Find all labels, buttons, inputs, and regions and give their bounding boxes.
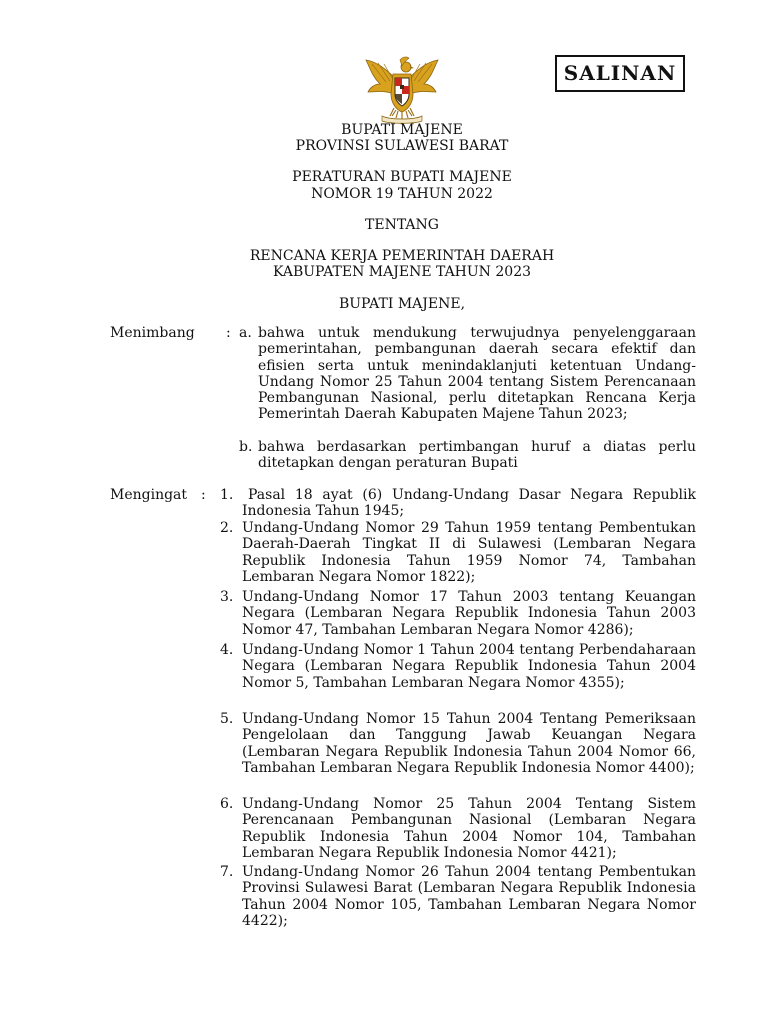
province-title: PROVINSI SULAWESI BARAT xyxy=(295,138,509,154)
subject-line-1: RENCANA KERJA PEMERINTAH DAERAH xyxy=(249,248,555,264)
mengingat-item-marker: 2. xyxy=(220,520,234,536)
mengingat-colon: : xyxy=(201,487,206,503)
mengingat-item-text: Undang-Undang Nomor 25 Tahun 2004 Tentang Sistem Perencanaan Pembangunan Nasional (Lembaran Negara Republik Indonesia Tahun 2004 Nomor 104, Tambahan Lembaran Negara Republik Indonesia Nomor 4421); xyxy=(242,796,696,861)
menimbang-colon: : xyxy=(226,325,231,341)
mengingat-item-text: Pasal 18 ayat (6) Undang-Undang Dasar Negara Republik Indonesia Tahun 1945; xyxy=(242,487,696,520)
mengingat-item-text: Undang-Undang Nomor 29 Tahun 1959 tentang Pembentukan Daerah-Daerah Tingkat II di Sulawesi (Lembaran Negara Republik Indonesia Tahun 1959 Nomor 74, Tambahan Lembaran Negara Nomor 1822); xyxy=(242,520,696,585)
mengingat-item-marker: 4. xyxy=(220,642,234,658)
mengingat-item-text: Undang-Undang Nomor 15 Tahun 2004 Tentang Pemeriksaan Pengelolaan dan Tanggung Jawab Keuangan Negara (Lembaran Negara Republik Indonesia Tahun 2004 Nomor 66, Tambahan Lembaran Negara Republik Indonesia Nomor 4400); xyxy=(242,711,696,776)
mengingat-item-marker: 5. xyxy=(220,711,234,727)
issuer-title: BUPATI MAJENE xyxy=(341,122,463,138)
menimbang-item-marker: a. xyxy=(239,325,252,341)
menimbang-item-marker: b. xyxy=(239,439,253,455)
garuda-pancasila-emblem-icon xyxy=(360,54,444,124)
mengingat-item-marker: 3. xyxy=(220,589,234,605)
about-label: TENTANG xyxy=(365,217,439,233)
menimbang-item-text: bahwa berdasarkan pertimbangan huruf a diatas perlu ditetapkan dengan peraturan Bupati xyxy=(258,439,696,472)
issuer-signature-line: BUPATI MAJENE, xyxy=(338,296,466,312)
regulation-title: PERATURAN BUPATI MAJENE xyxy=(292,169,512,185)
mengingat-item-text: Undang-Undang Nomor 1 Tahun 2004 tentang Perbendaharaan Negara (Lembaran Negara Republik Indonesia Tahun 2004 Nomor 5, Tambahan Lembaran Negara Nomor 4355); xyxy=(242,642,696,691)
regulation-number: NOMOR 19 TAHUN 2022 xyxy=(311,186,493,202)
subject-line-2: KABUPATEN MAJENE TAHUN 2023 xyxy=(272,264,532,280)
mengingat-item-marker: 6. xyxy=(220,796,234,812)
mengingat-item-marker: 7. xyxy=(220,864,234,880)
menimbang-item-text: bahwa untuk mendukung terwujudnya penyelenggaraan pemerintahan, pembangunan daerah secara efektif dan efisien serta untuk menindaklanjuti ketentuan Undang-Undang Nomor 25 Tahun 2004 tentang Sistem Perencanaan Pembangunan Nasional, perlu ditetapkan Rencana Kerja Pemerintah Daerah Kabupaten Majene Tahun 2023; xyxy=(258,325,696,423)
mengingat-label: Mengingat xyxy=(110,487,188,503)
menimbang-label: Menimbang xyxy=(110,325,195,341)
mengingat-item-text: Undang-Undang Nomor 26 Tahun 2004 tentang Pembentukan Provinsi Sulawesi Barat (Lembaran Negara Republik Indonesia Tahun 2004 Nomor 105, Tambahan Lembaran Negara Nomor 4422); xyxy=(242,864,696,929)
mengingat-item-marker: 1. xyxy=(220,487,234,503)
mengingat-item-text: Undang-Undang Nomor 17 Tahun 2003 tentang Keuangan Negara (Lembaran Negara Republik Indonesia Tahun 2003 Nomor 47, Tambahan Lembaran Negara Nomor 4286); xyxy=(242,589,696,638)
salinan-stamp: SALINAN xyxy=(555,55,685,92)
